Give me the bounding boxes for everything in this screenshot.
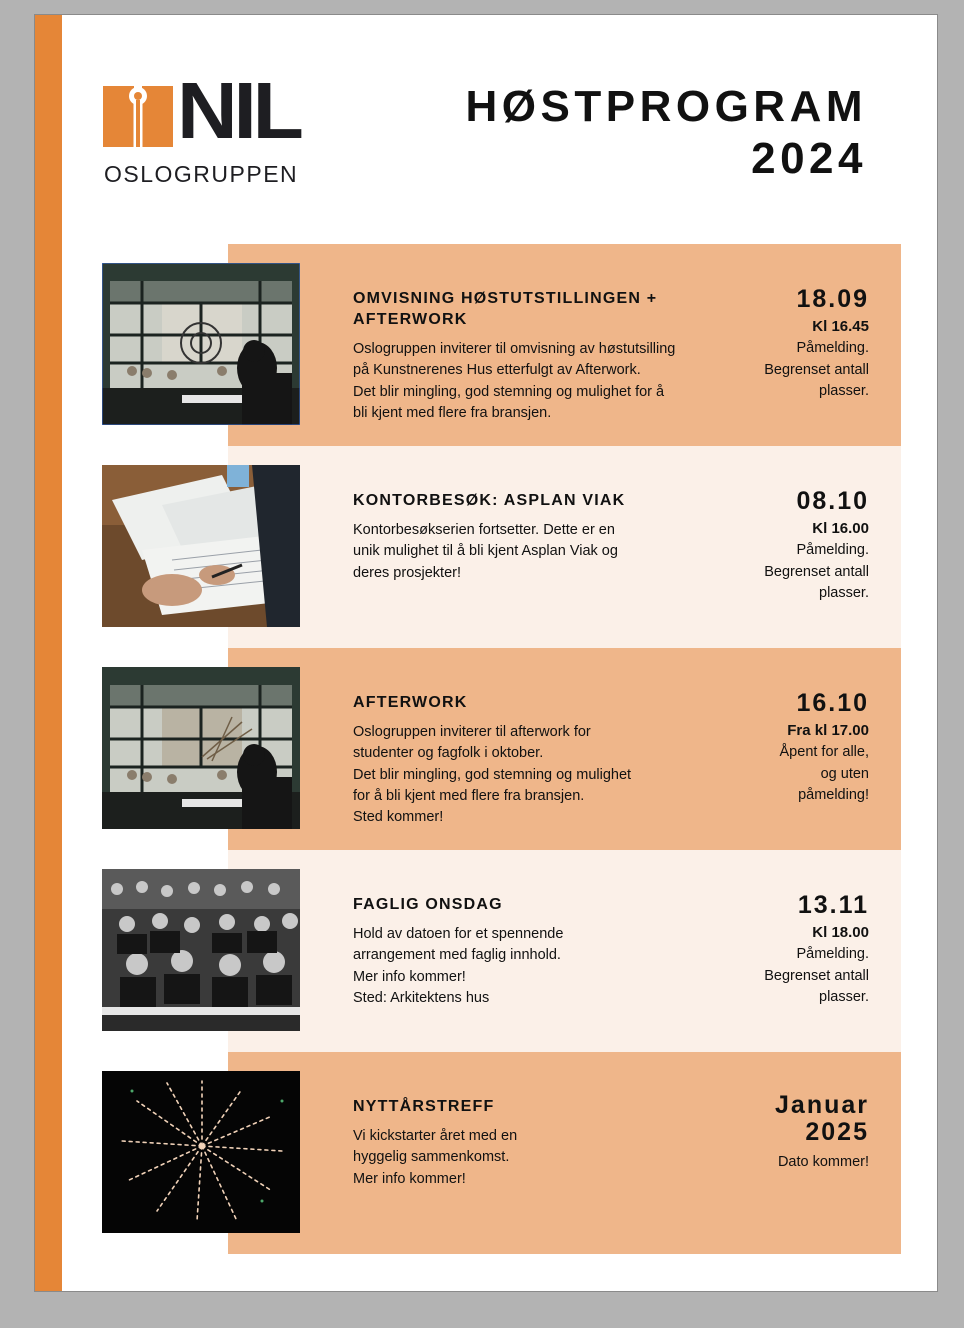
logo-subtitle: OSLOGRUPPEN xyxy=(104,161,299,187)
event-schedule xyxy=(689,688,869,807)
note-line: Dato kommer! xyxy=(777,1154,869,1170)
description-line: for å bli kjent med flere fra bransjen. xyxy=(353,787,585,804)
description-line: Det blir mingling, god stemning og mulighet for å xyxy=(353,383,665,400)
event-description xyxy=(353,339,713,424)
description-line: hyggelig sammenkomst. xyxy=(353,1149,510,1166)
description-line: Det blir mingling, god stemning og mulighet xyxy=(353,766,632,783)
description-line: unik mulighet til å bli kjent Asplan Viak og xyxy=(353,543,618,560)
description-line: Sted: Arkitektens hus xyxy=(353,989,490,1006)
event-schedule xyxy=(689,890,869,1009)
logo-mark-icon xyxy=(103,86,173,147)
note-line: Begrenset antall xyxy=(764,967,869,984)
event-card xyxy=(228,1052,901,1254)
note-line: Påmelding. xyxy=(796,946,869,962)
event-time: Fra kl 17.00 xyxy=(787,722,869,739)
note-line: Påmelding. xyxy=(796,542,869,558)
note-line: Påmelding. xyxy=(796,340,869,356)
description-line: studenter og fagfolk i oktober. xyxy=(353,745,544,762)
event-title: AFTERWORK xyxy=(353,694,468,711)
note-line: Begrenset antall xyxy=(764,361,869,378)
event-photo xyxy=(102,1071,300,1233)
page-title xyxy=(466,81,868,185)
event-title: NYTTÅRSTREFF xyxy=(353,1098,495,1115)
description-line: Hold av datoen for et spennende xyxy=(353,926,564,942)
event-card xyxy=(228,244,901,446)
note-line: og uten xyxy=(820,765,869,782)
description-line: Oslogruppen inviterer til omvisning av høstutsilling xyxy=(353,341,676,357)
fireworks-photo-icon xyxy=(102,1071,300,1233)
description-line: Mer info kommer! xyxy=(353,968,466,985)
event-date: Januar 2025 xyxy=(775,1091,869,1146)
event-title: FAGLIG ONSDAG xyxy=(353,896,503,913)
description-line: på Kunstnerenes Hus etterfulgt av Afterwork. xyxy=(353,362,641,379)
event-date: 16.10 xyxy=(796,689,869,717)
logo-wordmark: NIL xyxy=(177,66,300,155)
event-title: OMVISNING HØSTUTSTILLINGEN + AFTERWORK xyxy=(353,290,658,328)
drawing-plans-photo-icon xyxy=(102,465,300,627)
description-line: Oslogruppen inviterer til afterwork for xyxy=(353,724,591,740)
note-line: plasser. xyxy=(819,989,869,1005)
event-date: 13.11 xyxy=(797,891,869,919)
event-description xyxy=(353,924,713,1009)
description-line: arrangement med faglig innhold. xyxy=(353,947,561,964)
accent-stripe xyxy=(35,15,62,1291)
event-body xyxy=(353,288,713,424)
description-line: Kontorbesøkserien fortsetter. Dette er en xyxy=(353,522,615,538)
description-line: Vi kickstarter året med en xyxy=(353,1128,518,1144)
note-line: påmelding! xyxy=(798,787,869,803)
event-card xyxy=(228,850,901,1052)
event-date: 08.10 xyxy=(796,487,869,515)
note-line: plasser. xyxy=(819,585,869,601)
event-note xyxy=(689,338,869,403)
gallery-interior-photo-icon xyxy=(102,263,300,425)
event-card xyxy=(228,648,901,850)
description-line: bli kjent med flere fra bransjen. xyxy=(353,404,552,421)
event-description xyxy=(353,520,713,584)
event-body xyxy=(353,1096,713,1190)
note-line: plasser. xyxy=(819,383,869,399)
event-card xyxy=(228,446,901,648)
event-time: Kl 16.00 xyxy=(812,520,869,537)
description-line: Mer info kommer! xyxy=(353,1170,466,1187)
title-line-1: HØSTPROGRAM xyxy=(465,82,867,131)
event-note xyxy=(689,1152,869,1174)
event-body xyxy=(353,490,713,584)
event-schedule xyxy=(689,1092,869,1174)
event-note xyxy=(689,944,869,1009)
event-photo xyxy=(102,465,300,627)
nil-logo xyxy=(103,66,333,196)
note-line: Åpent for alle, xyxy=(779,744,869,760)
event-time: Kl 18.00 xyxy=(812,924,869,941)
event-title: KONTORBESØK: ASPLAN VIAK xyxy=(353,492,626,509)
note-line: Begrenset antall xyxy=(764,563,869,580)
description-line: deres prosjekter! xyxy=(353,564,461,581)
event-description xyxy=(353,1126,713,1190)
event-photo xyxy=(102,869,300,1031)
event-description xyxy=(353,722,713,828)
event-schedule xyxy=(689,486,869,605)
gallery-interior-photo-icon xyxy=(102,667,300,829)
description-line: Sted kommer! xyxy=(353,809,444,826)
event-note xyxy=(689,540,869,605)
program-page xyxy=(34,14,938,1292)
event-date: 18.09 xyxy=(796,285,869,313)
event-schedule xyxy=(689,284,869,403)
event-photo xyxy=(102,263,300,425)
event-time: Kl 16.45 xyxy=(812,318,869,335)
title-line-2: 2024 xyxy=(751,134,867,183)
event-note xyxy=(689,742,869,807)
event-body xyxy=(353,894,713,1009)
event-body xyxy=(353,692,713,828)
event-photo xyxy=(102,667,300,829)
lecture-hall-photo-icon xyxy=(102,869,300,1031)
